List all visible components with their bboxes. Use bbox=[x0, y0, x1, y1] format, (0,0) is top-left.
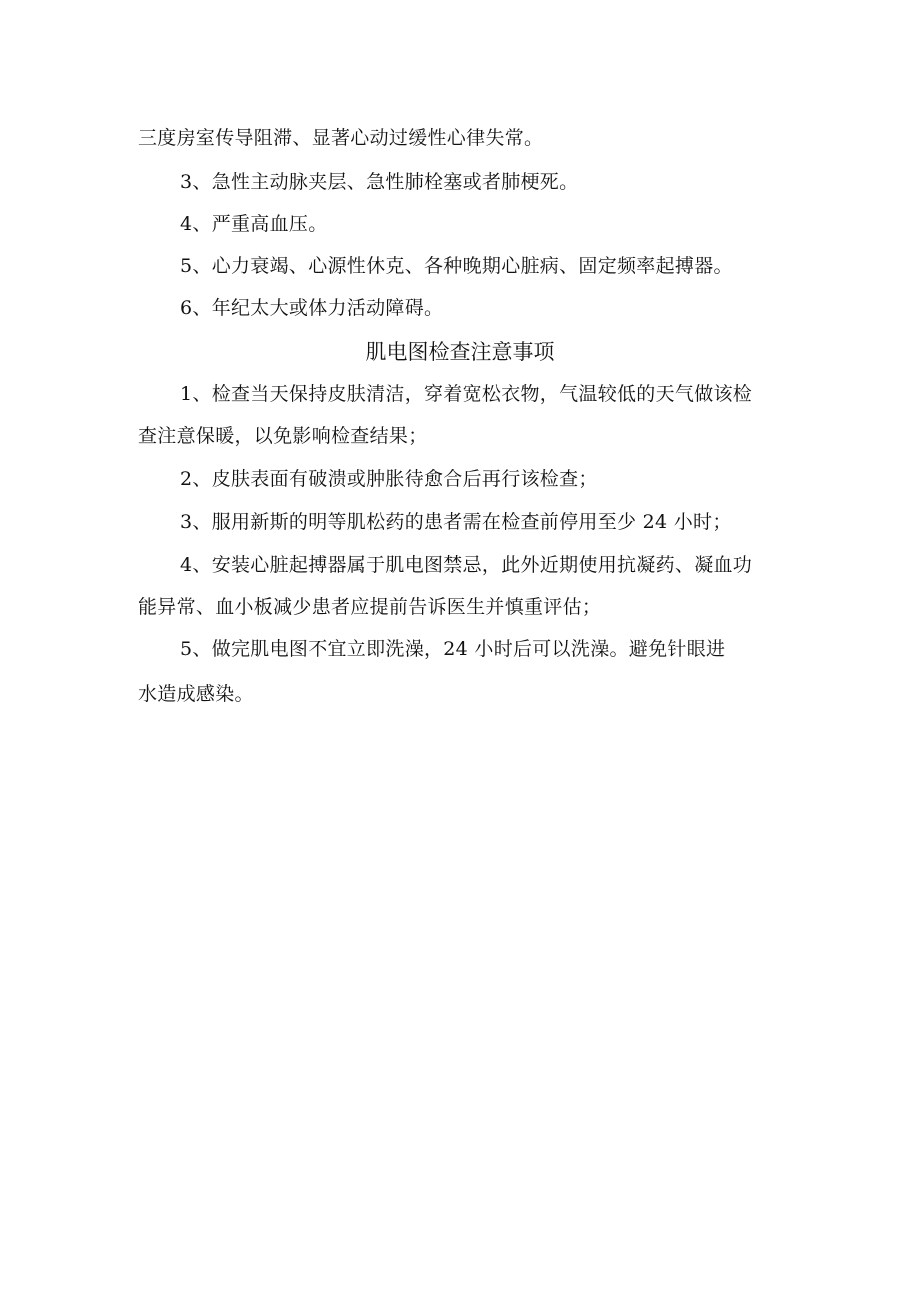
list-item-5: 5、心力衰竭、心源性休克、各种晚期心脏病、固定频率起搏器。 bbox=[180, 255, 733, 277]
list-item-4: 4、严重高血压。 bbox=[180, 213, 328, 235]
precaution-item-1-line-1: 1、检查当天保持皮肤清洁，穿着宽松衣物，气温较低的天气做该检 bbox=[180, 383, 753, 405]
precaution-item-5-line-1: 5、做完肌电图不宜立即洗澡，24 小时后可以洗澡。避免针眼进 bbox=[180, 638, 726, 660]
precaution-item-3: 3、服用新斯的明等肌松药的患者需在检查前停用至少 24 小时； bbox=[180, 511, 732, 533]
list-item-6: 6、年纪太大或体力活动障碍。 bbox=[180, 297, 444, 319]
precaution-item-4-line-2: 能异常、血小板减少患者应提前告诉医生并慎重评估； bbox=[138, 596, 602, 618]
precaution-item-4-line-1: 4、安装心脏起搏器属于肌电图禁忌，此外近期使用抗凝药、凝血功 bbox=[180, 554, 753, 576]
precaution-item-1-line-2: 查注意保暖，以免影响检查结果； bbox=[138, 425, 428, 447]
precaution-item-5-line-2: 水造成感染。 bbox=[138, 683, 254, 705]
section-heading: 肌电图检查注意事项 bbox=[365, 340, 555, 364]
list-item-3: 3、急性主动脉夹层、急性肺栓塞或者肺梗死。 bbox=[180, 171, 579, 193]
precaution-item-2: 2、皮肤表面有破溃或肿胀待愈合后再行该检查； bbox=[180, 468, 598, 490]
paragraph-continuation: 三度房室传导阻滞、显著心动过缓性心律失常。 bbox=[138, 127, 544, 149]
